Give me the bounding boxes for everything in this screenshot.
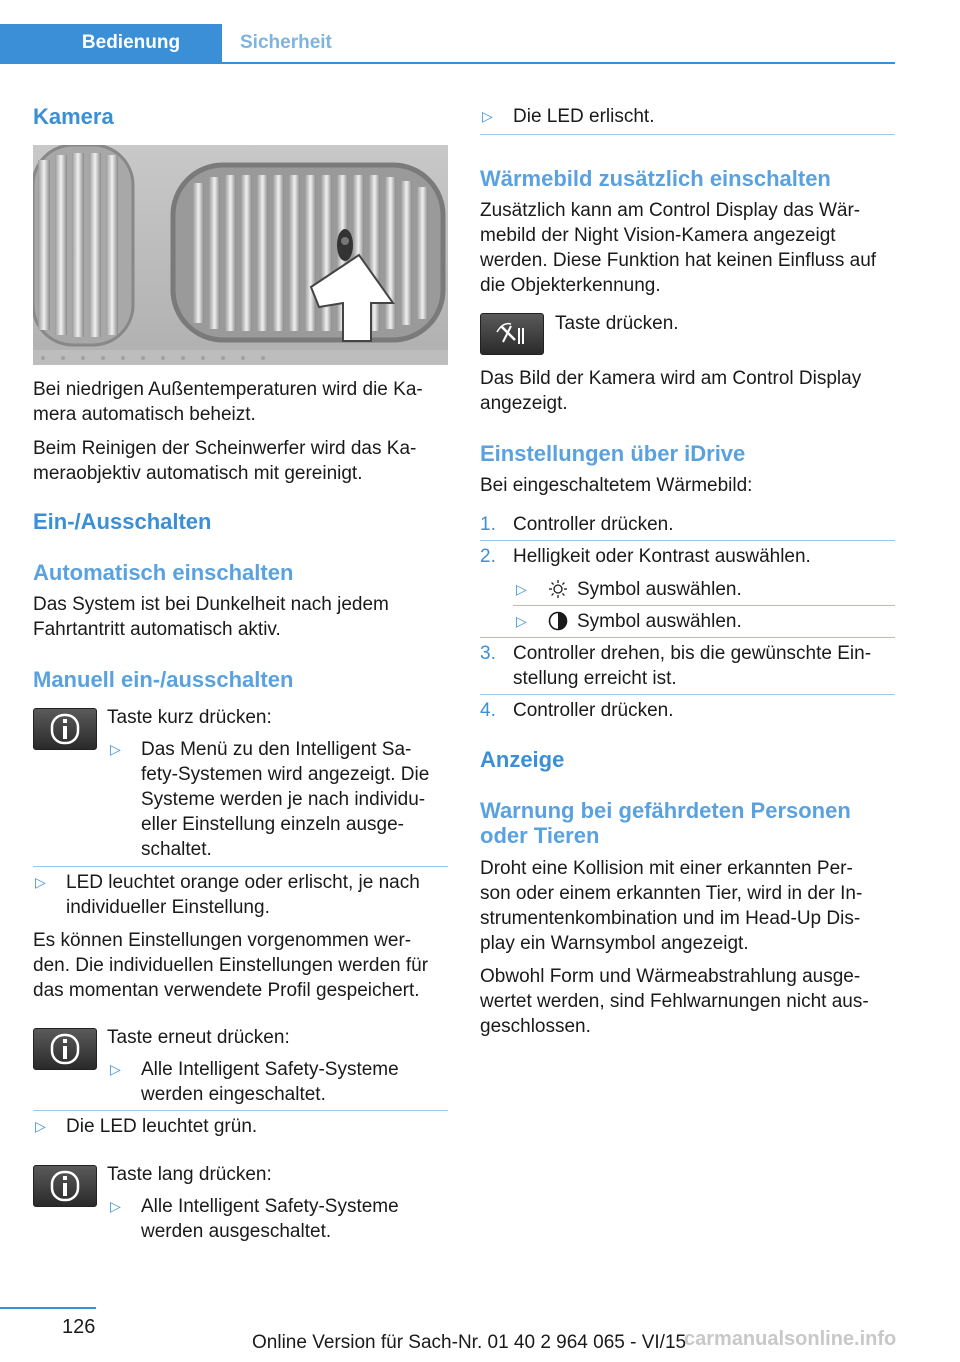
key3-label: Taste lang drücken: [107,1164,272,1185]
bullet1-line5: schaltet. [141,839,212,860]
bullet1-line3: Systeme werden je nach individu- [141,789,426,810]
key1-label: Taste kurz drücken: [107,707,272,728]
para-einst-3: das momentan verwendete Profil gespeichert. [33,980,420,1001]
bullet1-line4: eller Einstellung einzeln ausge- [141,814,404,835]
para-heizung-1: Bei niedrigen Außentemperaturen wird die Ka- [33,379,423,400]
step-number: 1. [480,514,496,535]
bullet5-line2: werden ausgeschaltet. [141,1221,332,1242]
page-number: 126 [62,1316,96,1338]
step-text: Controller drehen, bis die gewünschte Ein- [513,643,872,664]
para-bild-1: Das Bild der Kamera wird am Control Display [480,368,862,389]
para-obwohl-1: Obwohl Form und Wärmeabstrahlung ausge- [480,966,861,987]
key4-label: Taste drücken. [555,313,679,334]
heading-einstellungen-idrive: Einstellungen über iDrive [480,441,746,466]
night-vision-key-icon [480,313,544,355]
para-reinigen-2: meraobjektiv automatisch mit gereinigt. [33,463,363,484]
step-number: 4. [480,700,496,721]
triangle-right-icon: ▷ [110,1061,121,1077]
bullet2-line1: LED leuchtet orange oder erlischt, je nach [66,872,420,893]
tab-bedienung[interactable]: Bedienung [0,24,222,62]
para-auto-2: Fahrtantritt automatisch aktiv. [33,619,281,640]
bullet3-line2: werden eingeschaltet. [141,1084,326,1105]
bullet3-line1: Alle Intelligent Safety-Systeme [141,1059,399,1080]
para-reinigen-1: Beim Reinigen der Scheinwerfer wird das Ka- [33,438,417,459]
step-number: 3. [480,643,496,664]
bullet1-line1: Das Menü zu den Intelligent Sa- [141,739,412,760]
brightness-icon [548,579,568,599]
online-version-footer: Online Version für Sach-Nr. 01 40 2 964 065 - VI/15 [252,1332,687,1353]
para-einst-1: Es können Einstellungen vorgenommen wer- [33,930,412,951]
divider [480,637,895,638]
para-einst-2: den. Die individuellen Einstellungen werden für [33,955,429,976]
intelligent-safety-key-icon [33,1165,97,1207]
para-kollision-2: son oder einem erkannten Tier, wird in der In- [480,883,863,904]
sub1-text: Symbol auswählen. [577,579,742,600]
watermark: carmanualsonline.info [684,1328,897,1350]
heading-manuell: Manuell ein-/ausschalten [33,667,294,692]
heading-waermebild: Wärmebild zusätzlich einschalten [480,166,831,191]
para-waerme-4: die Objekterkennung. [480,275,661,296]
triangle-right-icon: ▷ [35,1118,46,1134]
divider [33,1110,448,1111]
grille-image [33,145,448,365]
triangle-right-icon: ▷ [516,581,527,597]
heading-kamera: Kamera [33,104,114,129]
divider [480,540,895,541]
heading-ein-ausschalten: Ein-/Ausschalten [33,509,212,534]
heading-anzeige: Anzeige [480,747,565,772]
para-eingeschaltet: Bei eingeschaltetem Wärmebild: [480,475,753,496]
para-obwohl-3: geschlossen. [480,1016,591,1037]
para-waerme-1: Zusätzlich kann am Control Display das Wär- [480,200,861,221]
bullet1-line2: fety-Systemen wird angezeigt. Die [141,764,430,785]
contrast-icon [548,611,568,631]
para-obwohl-2: wertet werden, sind Fehlwarnungen nicht aus- [480,991,869,1012]
para-bild-2: angezeigt. [480,393,568,414]
triangle-right-icon: ▷ [516,613,527,629]
divider [513,605,895,606]
para-kollision-4: play ein Warnsymbol angezeigt. [480,933,749,954]
divider [480,694,895,695]
para-waerme-3: werden. Diese Funktion hat keinen Einfluss auf [480,250,877,271]
tab-sicherheit[interactable]: Sicherheit [240,32,332,53]
camera-grille-illustration [33,145,448,365]
step-text: stellung erreicht ist. [513,668,677,689]
heading-warnung-2: oder Tieren [480,823,600,848]
para-kollision-3: strumentenkombination und im Head-Up Dis- [480,908,861,929]
triangle-right-icon: ▷ [482,108,493,124]
bullet2-line2: individueller Einstellung. [66,897,270,918]
bullet6: Die LED erlischt. [513,106,655,127]
para-kollision-1: Droht eine Kollision mit einer erkannten Per- [480,858,853,879]
para-waerme-2: mebild der Night Vision-Kamera angezeigt [480,225,836,246]
intelligent-safety-key-icon [33,1028,97,1070]
footer-separator [0,1307,96,1309]
step-text: Controller drücken. [513,514,674,535]
divider [480,134,895,135]
heading-automatisch: Automatisch einschalten [33,560,294,585]
heading-warnung-1: Warnung bei gefährdeten Personen [480,798,851,823]
step-number: 2. [480,546,496,567]
triangle-right-icon: ▷ [35,874,46,890]
bullet4: Die LED leuchtet grün. [66,1116,258,1137]
sub2-text: Symbol auswählen. [577,611,742,632]
bullet5-line1: Alle Intelligent Safety-Systeme [141,1196,399,1217]
chapter-tabs [0,24,895,64]
para-auto-1: Das System ist bei Dunkelheit nach jedem [33,594,389,615]
step-text: Helligkeit oder Kontrast auswählen. [513,546,811,567]
divider [33,866,448,867]
step-text: Controller drücken. [513,700,674,721]
intelligent-safety-key-icon [33,708,97,750]
triangle-right-icon: ▷ [110,1198,121,1214]
key2-label: Taste erneut drücken: [107,1027,290,1048]
triangle-right-icon: ▷ [110,741,121,757]
para-heizung-2: mera automatisch beheizt. [33,404,256,425]
